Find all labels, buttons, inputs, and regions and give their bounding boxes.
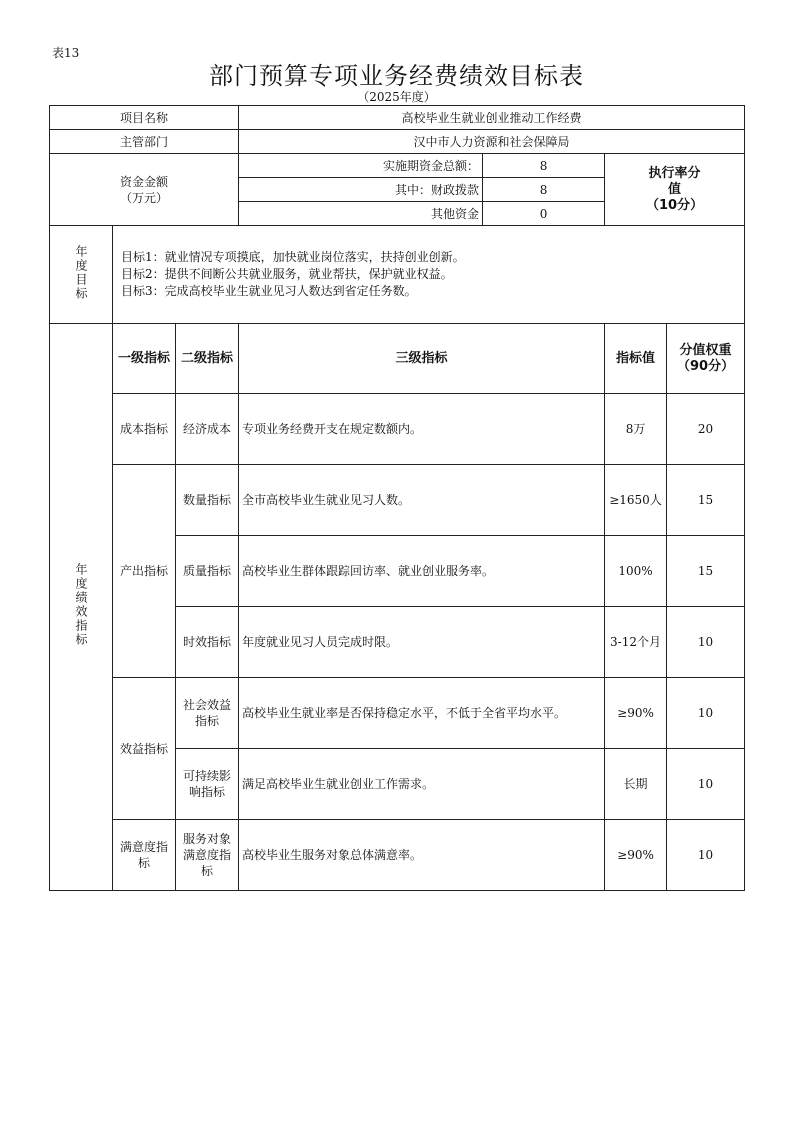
row-weight: 10 bbox=[667, 678, 745, 749]
row-target: 3-12个月 bbox=[605, 607, 667, 678]
exec-line2: 值 bbox=[668, 181, 682, 197]
header-target: 指标值 bbox=[605, 324, 667, 394]
funds-other-label: 其他资金 bbox=[239, 202, 483, 226]
row-level3: 满足高校毕业生就业创业工作需求。 bbox=[239, 749, 605, 820]
group-output: 产出指标 bbox=[113, 465, 176, 678]
row-level2: 社会效益指标 bbox=[176, 678, 239, 749]
funds-total-value: 8 bbox=[483, 154, 605, 178]
row-target: 长期 bbox=[605, 749, 667, 820]
table-row bbox=[50, 820, 745, 891]
header-weight-line1: 分值权重 bbox=[679, 342, 732, 358]
group-benefit: 效益指标 bbox=[113, 678, 176, 820]
funds-label bbox=[50, 154, 239, 226]
row-weight: 20 bbox=[667, 394, 745, 465]
group-satisfaction: 满意度指标 bbox=[113, 820, 176, 891]
funds-fiscal-value: 8 bbox=[483, 178, 605, 202]
table-row bbox=[50, 465, 745, 536]
row-weight: 10 bbox=[667, 820, 745, 891]
row-target: ≥1650人 bbox=[605, 465, 667, 536]
project-value: 高校毕业生就业创业推动工作经费 bbox=[239, 106, 745, 130]
row-level2: 可持续影响指标 bbox=[176, 749, 239, 820]
header-weight-line2: （90分） bbox=[676, 358, 735, 374]
goal-1: 目标1：就业情况专项摸底，加快就业岗位落实，扶持创业创新。 bbox=[121, 250, 465, 264]
performance-target-table bbox=[49, 105, 745, 891]
row-target: 100% bbox=[605, 536, 667, 607]
annual-goal-label-text: 年度目标 bbox=[74, 244, 88, 301]
row-target: ≥90% bbox=[605, 820, 667, 891]
annual-goal-label bbox=[50, 226, 113, 324]
funds-total-row bbox=[50, 154, 745, 178]
row-target: 8万 bbox=[605, 394, 667, 465]
row-target: ≥90% bbox=[605, 678, 667, 749]
header-weight bbox=[667, 324, 745, 394]
project-row bbox=[50, 106, 745, 130]
fiscal-year: （2025年度） bbox=[357, 90, 436, 104]
row-weight: 10 bbox=[667, 607, 745, 678]
department-row bbox=[50, 130, 745, 154]
indicator-label-text: 年度绩效指标 bbox=[74, 563, 88, 647]
funds-label-line1: 资金金额 bbox=[120, 174, 169, 189]
row-level2: 时效指标 bbox=[176, 607, 239, 678]
row-level3: 高校毕业生服务对象总体满意率。 bbox=[239, 820, 605, 891]
indicator-header-row bbox=[50, 324, 745, 394]
funds-total-label: 实施期资金总额： bbox=[239, 154, 483, 178]
row-weight: 15 bbox=[667, 536, 745, 607]
row-level2: 数量指标 bbox=[176, 465, 239, 536]
row-level2: 服务对象满意度指标 bbox=[176, 820, 239, 891]
department-value: 汉中市人力资源和社会保障局 bbox=[239, 130, 745, 154]
row-level3: 年度就业见习人员完成时限。 bbox=[239, 607, 605, 678]
row-level2: 经济成本 bbox=[176, 394, 239, 465]
project-label: 项目名称 bbox=[50, 106, 239, 130]
goal-2: 目标2：提供不间断公共就业服务，就业帮扶，保护就业权益。 bbox=[121, 267, 453, 281]
row-level3: 专项业务经费开支在规定数额内。 bbox=[239, 394, 605, 465]
execution-rate-score bbox=[605, 154, 745, 226]
row-level3: 高校毕业生群体跟踪回访率、就业创业服务率。 bbox=[239, 536, 605, 607]
funds-fiscal-label: 其中：财政拨款 bbox=[239, 178, 483, 202]
row-weight: 15 bbox=[667, 465, 745, 536]
annual-goals bbox=[113, 226, 745, 324]
indicator-label bbox=[50, 324, 113, 891]
annual-goals-row bbox=[50, 226, 745, 324]
funds-label-line2: （万元） bbox=[120, 190, 169, 205]
table-row bbox=[50, 678, 745, 749]
header-level1: 一级指标 bbox=[113, 324, 176, 394]
table-row bbox=[50, 394, 745, 465]
department-label: 主管部门 bbox=[50, 130, 239, 154]
header-level2: 二级指标 bbox=[176, 324, 239, 394]
row-level3: 全市高校毕业生就业见习人数。 bbox=[239, 465, 605, 536]
page-title: 部门预算专项业务经费绩效目标表 bbox=[209, 62, 584, 90]
table-number: 表13 bbox=[52, 46, 80, 60]
row-weight: 10 bbox=[667, 749, 745, 820]
row-level2: 质量指标 bbox=[176, 536, 239, 607]
funds-other-value: 0 bbox=[483, 202, 605, 226]
exec-line1: 执行率分 bbox=[648, 165, 701, 181]
goal-3: 目标3：完成高校毕业生就业见习人数达到省定任务数。 bbox=[121, 284, 417, 298]
row-level3: 高校毕业生就业率是否保持稳定水平，不低于全省平均水平。 bbox=[239, 678, 605, 749]
exec-line3: （10分） bbox=[645, 197, 704, 213]
group-cost: 成本指标 bbox=[113, 394, 176, 465]
header-level3: 三级指标 bbox=[239, 324, 605, 394]
